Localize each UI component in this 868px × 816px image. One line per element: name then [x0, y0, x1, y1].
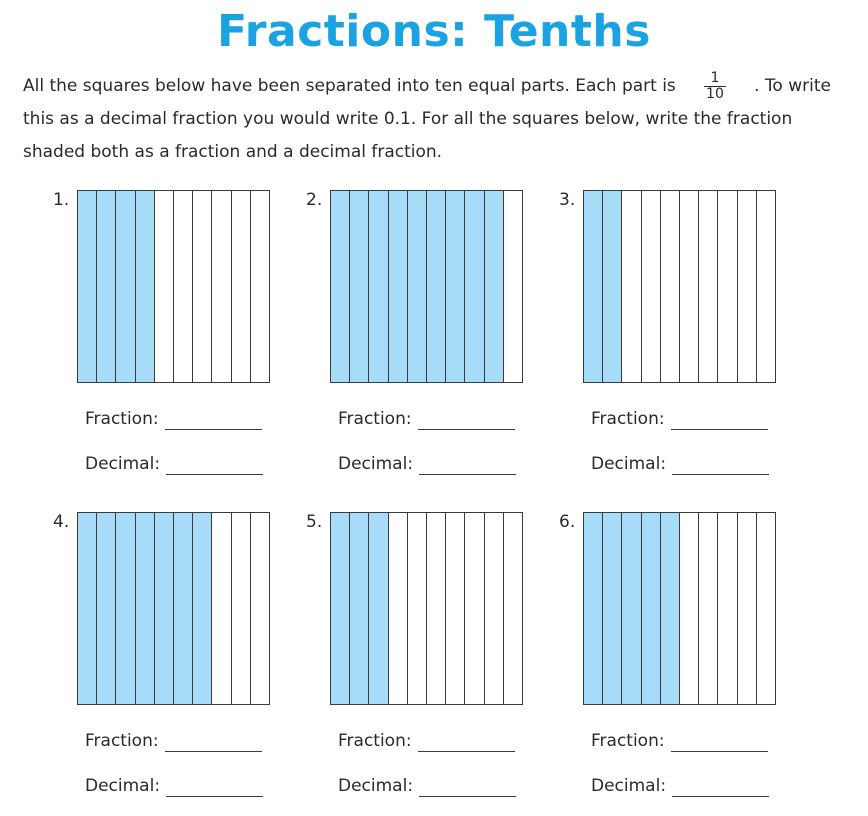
tenths-square [330, 512, 523, 705]
fraction-label: Fraction: [85, 409, 159, 429]
tenths-square [583, 512, 776, 705]
one-tenth-fraction [704, 71, 726, 102]
shaded-tenth [465, 191, 484, 382]
unshaded-tenth [485, 513, 504, 704]
unshaded-tenth [699, 513, 718, 704]
tenths-square [77, 190, 270, 383]
fraction-item [559, 190, 809, 490]
shaded-tenth [369, 513, 388, 704]
unshaded-tenth [389, 513, 408, 704]
instructions-line-3: shaded both as a fraction and a decimal fraction. [23, 142, 443, 162]
shaded-tenth [350, 191, 369, 382]
fraction-label: Fraction: [338, 409, 412, 429]
shaded-tenth [642, 513, 661, 704]
fraction-item [306, 512, 556, 812]
fraction-answer-field [85, 730, 262, 752]
page-title: Fractions: Tenths [217, 6, 651, 57]
tenths-square [77, 512, 270, 705]
shaded-tenth [78, 513, 97, 704]
fraction-item [306, 190, 556, 490]
fraction-answer-line[interactable] [418, 413, 515, 430]
shaded-tenth [584, 191, 603, 382]
decimal-label: Decimal: [591, 454, 667, 474]
shaded-tenth [193, 513, 212, 704]
instructions [23, 70, 831, 169]
tenths-square [583, 190, 776, 383]
shaded-tenth [174, 513, 193, 704]
fraction-answer-field [591, 408, 768, 430]
fraction-item [559, 512, 809, 812]
item-number: 3. [559, 190, 576, 210]
decimal-answer-line[interactable] [419, 458, 516, 475]
unshaded-tenth [699, 191, 718, 382]
decimal-answer-field [85, 453, 263, 475]
unshaded-tenth [446, 513, 465, 704]
shaded-tenth [408, 191, 427, 382]
unshaded-tenth [504, 513, 522, 704]
unshaded-tenth [212, 191, 231, 382]
fraction-answer-line[interactable] [671, 413, 768, 430]
fraction-label: Fraction: [85, 731, 159, 751]
fraction-answer-field [591, 730, 768, 752]
decimal-label: Decimal: [85, 454, 161, 474]
item-number: 6. [559, 512, 576, 532]
fraction-answer-line[interactable] [165, 735, 262, 752]
fraction-answer-field [338, 408, 515, 430]
unshaded-tenth [408, 513, 427, 704]
fraction-label: Fraction: [591, 731, 665, 751]
decimal-label: Decimal: [85, 776, 161, 796]
decimal-answer-line[interactable] [166, 780, 263, 797]
shaded-tenth [78, 191, 97, 382]
unshaded-tenth [251, 191, 269, 382]
fraction-denominator: 10 [706, 86, 724, 102]
unshaded-tenth [622, 191, 641, 382]
shaded-tenth [389, 191, 408, 382]
fraction-label: Fraction: [591, 409, 665, 429]
fraction-answer-field [85, 408, 262, 430]
unshaded-tenth [680, 191, 699, 382]
decimal-answer-field [338, 453, 516, 475]
unshaded-tenth [193, 191, 212, 382]
decimal-answer-line[interactable] [166, 458, 263, 475]
fraction-answer-line[interactable] [165, 413, 262, 430]
unshaded-tenth [680, 513, 699, 704]
shaded-tenth [136, 191, 155, 382]
tenths-square [330, 190, 523, 383]
fraction-answer-field [338, 730, 515, 752]
shaded-tenth [350, 513, 369, 704]
unshaded-tenth [738, 513, 757, 704]
decimal-answer-field [591, 453, 769, 475]
unshaded-tenth [718, 513, 737, 704]
shaded-tenth [603, 191, 622, 382]
decimal-label: Decimal: [338, 776, 414, 796]
unshaded-tenth [251, 513, 269, 704]
instructions-text-b: . To write [754, 76, 831, 96]
shaded-tenth [603, 513, 622, 704]
shaded-tenth [97, 513, 116, 704]
item-number: 2. [306, 190, 323, 210]
decimal-answer-line[interactable] [672, 780, 769, 797]
unshaded-tenth [427, 513, 446, 704]
shaded-tenth [661, 513, 680, 704]
instructions-line-1 [23, 70, 831, 103]
unshaded-tenth [661, 191, 680, 382]
decimal-answer-line[interactable] [672, 458, 769, 475]
decimal-answer-field [85, 775, 263, 797]
unshaded-tenth [212, 513, 231, 704]
shaded-tenth [116, 191, 135, 382]
shaded-tenth [331, 513, 350, 704]
item-number: 5. [306, 512, 323, 532]
shaded-tenth [622, 513, 641, 704]
shaded-tenth [155, 513, 174, 704]
unshaded-tenth [642, 191, 661, 382]
fraction-numerator: 1 [710, 70, 720, 86]
unshaded-tenth [757, 513, 775, 704]
shaded-tenth [446, 191, 465, 382]
shaded-tenth [427, 191, 446, 382]
shaded-tenth [97, 191, 116, 382]
fraction-answer-line[interactable] [418, 735, 515, 752]
fraction-item [53, 512, 303, 812]
instructions-line-2: this as a decimal fraction you would write 0.1. For all the squares below, write the fraction [23, 109, 793, 129]
unshaded-tenth [465, 513, 484, 704]
unshaded-tenth [757, 191, 775, 382]
shaded-tenth [116, 513, 135, 704]
unshaded-tenth [738, 191, 757, 382]
unshaded-tenth [232, 191, 251, 382]
shaded-tenth [485, 191, 504, 382]
unshaded-tenth [155, 191, 174, 382]
item-number: 1. [53, 190, 70, 210]
decimal-answer-field [338, 775, 516, 797]
decimal-answer-field [591, 775, 769, 797]
instructions-text-a: All the squares below have been separated into ten equal parts. Each part is [23, 76, 676, 96]
unshaded-tenth [504, 191, 522, 382]
decimal-label: Decimal: [591, 776, 667, 796]
unshaded-tenth [718, 191, 737, 382]
shaded-tenth [369, 191, 388, 382]
shaded-tenth [331, 191, 350, 382]
shaded-tenth [136, 513, 155, 704]
unshaded-tenth [232, 513, 251, 704]
fraction-item [53, 190, 303, 490]
unshaded-tenth [174, 191, 193, 382]
fraction-answer-line[interactable] [671, 735, 768, 752]
fraction-label: Fraction: [338, 731, 412, 751]
shaded-tenth [584, 513, 603, 704]
item-number: 4. [53, 512, 70, 532]
decimal-label: Decimal: [338, 454, 414, 474]
decimal-answer-line[interactable] [419, 780, 516, 797]
